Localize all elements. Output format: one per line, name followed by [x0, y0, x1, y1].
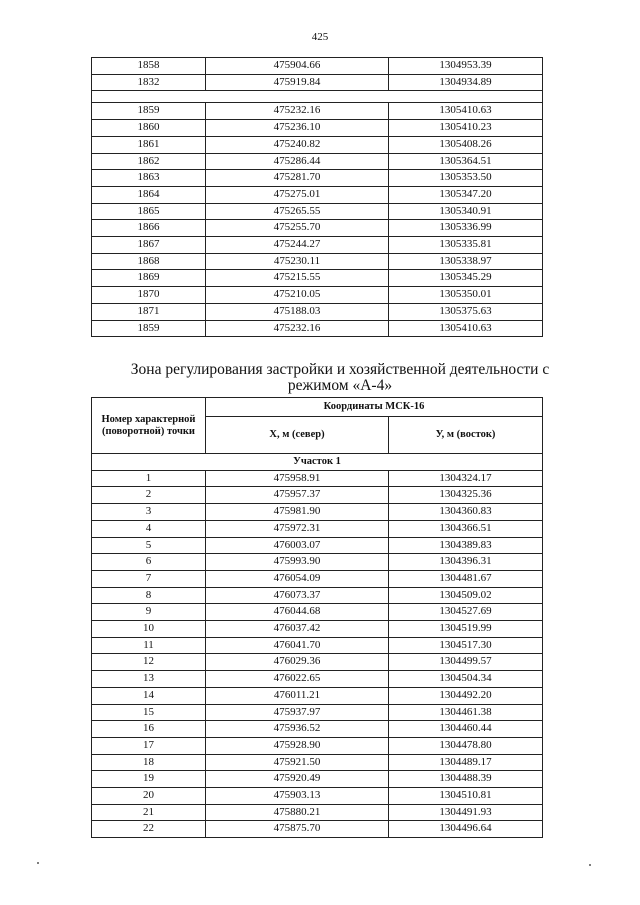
x-coordinate-cell: 475958.91: [206, 470, 389, 487]
x-coordinate-cell: 476003.07: [206, 537, 389, 554]
x-coordinate-cell: 475230.11: [206, 253, 389, 270]
x-coordinate-cell: 475993.90: [206, 554, 389, 571]
section-row: [92, 454, 543, 471]
y-coordinate-cell: 1304496.64: [389, 821, 543, 838]
table-row: [92, 120, 543, 137]
point-number-cell: 15: [92, 704, 206, 721]
table-row: [92, 637, 543, 654]
table-row: [92, 754, 543, 771]
table-row: [92, 587, 543, 604]
x-coordinate-cell: 475972.31: [206, 520, 389, 537]
table-row: [92, 470, 543, 487]
x-coordinate-cell: 475265.55: [206, 203, 389, 220]
table-row: [92, 253, 543, 270]
scan-speck: [589, 864, 591, 866]
y-coordinate-cell: 1305410.63: [389, 103, 543, 120]
y-coordinate-cell: 1304488.39: [389, 771, 543, 788]
point-number-cell: 1859: [92, 320, 206, 337]
table-row: [92, 537, 543, 554]
x-coordinate-cell: 476037.42: [206, 621, 389, 638]
y-coordinate-cell: 1304504.34: [389, 671, 543, 688]
x-coordinate-cell: 476041.70: [206, 637, 389, 654]
section-label: Участок 1: [92, 454, 543, 471]
point-number-cell: 1871: [92, 303, 206, 320]
x-coordinate-cell: 475921.50: [206, 754, 389, 771]
table-row: [92, 771, 543, 788]
point-number-cell: 1870: [92, 287, 206, 304]
y-coordinate-cell: 1304366.51: [389, 520, 543, 537]
y-coordinate-cell: 1305347.20: [389, 186, 543, 203]
point-number-cell: 4: [92, 520, 206, 537]
point-number-cell: 1868: [92, 253, 206, 270]
y-coordinate-cell: 1304499.57: [389, 654, 543, 671]
x-coordinate-cell: 476011.21: [206, 687, 389, 704]
table-row: [92, 58, 543, 75]
x-coordinate-cell: 475210.05: [206, 287, 389, 304]
x-coordinate-cell: 475215.55: [206, 270, 389, 287]
table-row: [92, 136, 543, 153]
point-number-cell: 1864: [92, 186, 206, 203]
coordinates-table-continued: [91, 57, 543, 337]
x-coordinate-cell: 475286.44: [206, 153, 389, 170]
y-coordinate-cell: 1305345.29: [389, 270, 543, 287]
table-row: [92, 821, 543, 838]
point-number-cell: 1: [92, 470, 206, 487]
point-number-cell: 12: [92, 654, 206, 671]
y-coordinate-cell: 1304478.80: [389, 737, 543, 754]
y-coordinate-cell: 1305338.97: [389, 253, 543, 270]
point-number-cell: 6: [92, 554, 206, 571]
x-coordinate-cell: 475232.16: [206, 103, 389, 120]
y-coordinate-cell: 1304461.38: [389, 704, 543, 721]
table-row: [92, 570, 543, 587]
table-row: [92, 704, 543, 721]
y-coordinate-cell: 1304324.17: [389, 470, 543, 487]
y-coordinate-cell: 1304389.83: [389, 537, 543, 554]
y-coordinate-cell: 1304460.44: [389, 721, 543, 738]
y-coordinate-cell: 1305353.50: [389, 170, 543, 187]
y-coordinate-cell: 1304953.39: [389, 58, 543, 75]
x-coordinate-cell: 476073.37: [206, 587, 389, 604]
point-number-cell: 1867: [92, 237, 206, 254]
y-coordinate-cell: 1304517.30: [389, 637, 543, 654]
table-row: [92, 654, 543, 671]
point-number-cell: 21: [92, 804, 206, 821]
y-coordinate-cell: 1304360.83: [389, 504, 543, 521]
table-row: [92, 687, 543, 704]
y-coordinate-cell: 1304934.89: [389, 74, 543, 91]
point-number-cell: 1862: [92, 153, 206, 170]
zone-title-line-1: Зона регулирования застройки и хозяйственной деятельности с: [130, 361, 550, 378]
point-number-cell: 1866: [92, 220, 206, 237]
table-row: [92, 320, 543, 337]
y-coordinate-cell: 1304509.02: [389, 587, 543, 604]
x-coordinate-cell: 475936.52: [206, 721, 389, 738]
table-row: [92, 604, 543, 621]
table-row: [92, 186, 543, 203]
header-x-north: X, м (север): [206, 417, 389, 454]
x-coordinate-cell: 475281.70: [206, 170, 389, 187]
table-row: [92, 303, 543, 320]
y-coordinate-cell: 1305364.51: [389, 153, 543, 170]
y-coordinate-cell: 1304510.81: [389, 788, 543, 805]
x-coordinate-cell: 475275.01: [206, 186, 389, 203]
table-row: [92, 220, 543, 237]
table-row: [92, 487, 543, 504]
point-number-cell: 1865: [92, 203, 206, 220]
y-coordinate-cell: 1304492.20: [389, 687, 543, 704]
table-row: [92, 203, 543, 220]
point-number-cell: 1860: [92, 120, 206, 137]
y-coordinate-cell: 1304519.99: [389, 621, 543, 638]
point-number-cell: 5: [92, 537, 206, 554]
y-coordinate-cell: 1305410.23: [389, 120, 543, 137]
zone-title-line-2: режимом «А-4»: [287, 377, 393, 394]
point-number-cell: 19: [92, 771, 206, 788]
y-coordinate-cell: 1305375.63: [389, 303, 543, 320]
header-coordinates: Координаты МСК-16: [206, 398, 543, 417]
y-coordinate-cell: 1305336.99: [389, 220, 543, 237]
y-coordinate-cell: 1304527.69: [389, 604, 543, 621]
table-row: [92, 287, 543, 304]
x-coordinate-cell: 475928.90: [206, 737, 389, 754]
x-coordinate-cell: 475880.21: [206, 804, 389, 821]
y-coordinate-cell: 1305335.81: [389, 237, 543, 254]
blank-separator-cell: [92, 91, 543, 103]
table-row: [92, 237, 543, 254]
x-coordinate-cell: 475188.03: [206, 303, 389, 320]
point-number-cell: 17: [92, 737, 206, 754]
x-coordinate-cell: 475903.13: [206, 788, 389, 805]
table-row: [92, 804, 543, 821]
x-coordinate-cell: 475920.49: [206, 771, 389, 788]
header-point-number: Номер характерной (поворотной) точки: [92, 398, 206, 454]
table-row: [92, 721, 543, 738]
blank-separator-row: [92, 91, 543, 103]
table-row: [92, 671, 543, 688]
x-coordinate-cell: 475937.97: [206, 704, 389, 721]
x-coordinate-cell: 476022.65: [206, 671, 389, 688]
point-number-cell: 1832: [92, 74, 206, 91]
table-row: [92, 554, 543, 571]
x-coordinate-cell: 475957.37: [206, 487, 389, 504]
table-row: [92, 74, 543, 91]
table-row: [92, 504, 543, 521]
point-number-cell: 11: [92, 637, 206, 654]
y-coordinate-cell: 1304325.36: [389, 487, 543, 504]
zone-a4-coordinates-body: [92, 454, 543, 838]
x-coordinate-cell: 475240.82: [206, 136, 389, 153]
x-coordinate-cell: 476054.09: [206, 570, 389, 587]
table-row: [92, 103, 543, 120]
point-number-cell: 13: [92, 671, 206, 688]
y-coordinate-cell: 1304489.17: [389, 754, 543, 771]
y-coordinate-cell: 1305340.91: [389, 203, 543, 220]
point-number-cell: 1861: [92, 136, 206, 153]
point-number-cell: 3: [92, 504, 206, 521]
header-y-east: У, м (восток): [389, 417, 543, 454]
page-number: 425: [311, 31, 329, 43]
zone-a4-coordinates-table: [91, 397, 543, 838]
x-coordinate-cell: 475236.10: [206, 120, 389, 137]
point-number-cell: 16: [92, 721, 206, 738]
point-number-cell: 10: [92, 621, 206, 638]
y-coordinate-cell: 1305408.26: [389, 136, 543, 153]
point-number-cell: 2: [92, 487, 206, 504]
y-coordinate-cell: 1304396.31: [389, 554, 543, 571]
point-number-cell: 9: [92, 604, 206, 621]
table-row: [92, 153, 543, 170]
point-number-cell: 22: [92, 821, 206, 838]
y-coordinate-cell: 1304491.93: [389, 804, 543, 821]
x-coordinate-cell: 476029.36: [206, 654, 389, 671]
x-coordinate-cell: 475232.16: [206, 320, 389, 337]
point-number-cell: 8: [92, 587, 206, 604]
point-number-cell: 1869: [92, 270, 206, 287]
table-row: [92, 520, 543, 537]
x-coordinate-cell: 475981.90: [206, 504, 389, 521]
table-row: [92, 737, 543, 754]
x-coordinate-cell: 475255.70: [206, 220, 389, 237]
x-coordinate-cell: 475244.27: [206, 237, 389, 254]
x-coordinate-cell: 475875.70: [206, 821, 389, 838]
y-coordinate-cell: 1305410.63: [389, 320, 543, 337]
x-coordinate-cell: 476044.68: [206, 604, 389, 621]
zone-title: [100, 362, 580, 394]
point-number-cell: 14: [92, 687, 206, 704]
table-row: [92, 788, 543, 805]
coordinates-table-continued-body: [92, 58, 543, 337]
table-row: [92, 270, 543, 287]
point-number-cell: 1859: [92, 103, 206, 120]
point-number-cell: 20: [92, 788, 206, 805]
point-number-cell: 1863: [92, 170, 206, 187]
point-number-cell: 18: [92, 754, 206, 771]
y-coordinate-cell: 1305350.01: [389, 287, 543, 304]
scan-speck: [37, 862, 39, 864]
table-row: [92, 621, 543, 638]
point-number-cell: 7: [92, 570, 206, 587]
point-number-cell: 1858: [92, 58, 206, 75]
y-coordinate-cell: 1304481.67: [389, 570, 543, 587]
x-coordinate-cell: 475919.84: [206, 74, 389, 91]
table-row: [92, 170, 543, 187]
x-coordinate-cell: 475904.66: [206, 58, 389, 75]
